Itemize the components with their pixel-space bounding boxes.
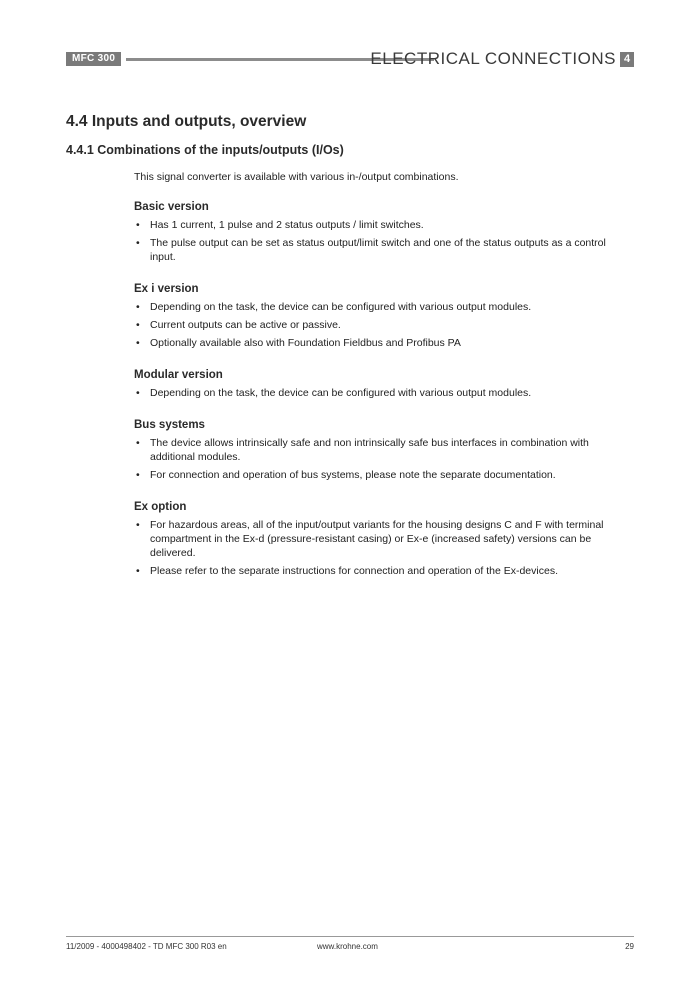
chapter-number: 4 — [620, 52, 634, 67]
list-item: • Depending on the task, the device can be configured with various output modules. — [134, 386, 634, 400]
section-title-ex-i: Ex i version — [134, 283, 199, 295]
page-number: 29 — [625, 942, 634, 951]
list-item: • The device allows intrinsically safe and non intrinsically safe bus interfaces in combination with additional modules. — [134, 436, 634, 464]
section-title-basic: Basic version — [134, 201, 209, 213]
list-item: • For connection and operation of bus systems, please note the separate documentation. — [134, 468, 634, 482]
section-heading: 4.4 Inputs and outputs, overview — [66, 113, 307, 130]
list-item: • Current outputs can be active or passive. — [134, 318, 634, 332]
list-item: • Optionally available also with Foundation Fieldbus and Profibus PA — [134, 336, 634, 350]
list-item: • For hazardous areas, all of the input/output variants for the housing designs C and F with terminal compartment in the Ex-d (pressure-resistant casing) or Ex-e (increased safety) versions can be delivered. — [134, 518, 634, 560]
section-title-bus: Bus systems — [134, 419, 205, 431]
chapter-title: ELECTRICAL CONNECTIONS — [370, 49, 616, 68]
section-title-ex-option: Ex option — [134, 501, 187, 513]
footer-divider — [66, 936, 634, 937]
product-tag: MFC 300 — [66, 52, 121, 66]
list-item: • The pulse output can be set as status output/limit switch and one of the status outputs as a control input. — [134, 236, 634, 264]
bullet-list-ex-option — [134, 518, 634, 578]
list-item: • Please refer to the separate instructions for connection and operation of the Ex-devices. — [134, 564, 634, 578]
footer-doc-id: 11/2009 - 4000498402 - TD MFC 300 R03 en — [66, 942, 227, 951]
bullet-list-basic — [134, 218, 634, 264]
footer-website: www.krohne.com — [317, 942, 378, 951]
page-header — [66, 49, 634, 68]
section-title-modular: Modular version — [134, 369, 223, 381]
intro-text: This signal converter is available with various in-/output combinations. — [134, 171, 459, 183]
subsection-heading: 4.4.1 Combinations of the inputs/outputs (I/Os) — [66, 143, 344, 157]
bullet-list-bus — [134, 436, 634, 482]
list-item: • Depending on the task, the device can be configured with various output modules. — [134, 300, 634, 314]
bullet-list-ex-i — [134, 300, 634, 350]
content-body — [134, 170, 634, 596]
bullet-list-modular — [134, 386, 634, 400]
list-item: • Has 1 current, 1 pulse and 2 status outputs / limit switches. — [134, 218, 634, 232]
